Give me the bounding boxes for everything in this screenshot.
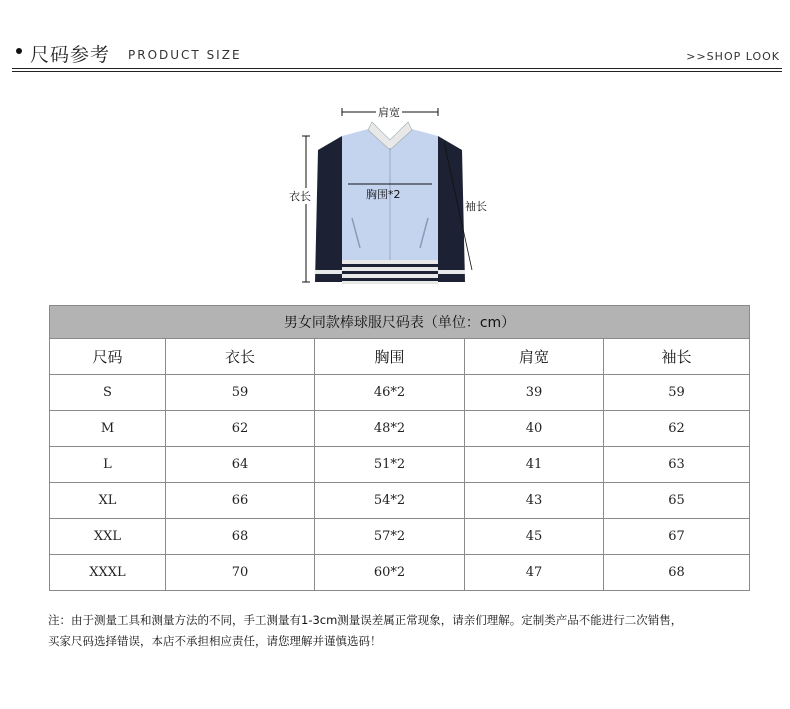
table-header-row xyxy=(50,339,750,375)
jacket-measurement-diagram xyxy=(280,100,510,290)
shop-look-link[interactable]: >>SHOP LOOK xyxy=(686,50,780,63)
table-row xyxy=(50,555,750,591)
table-row xyxy=(50,447,750,483)
cell-size: XXXL xyxy=(50,555,166,591)
cell-size: XXL xyxy=(50,519,166,555)
bullet-dot xyxy=(16,48,22,54)
cell-sleeve: 67 xyxy=(604,519,750,555)
size-chart-table xyxy=(49,305,750,591)
shoulder-label: 肩宽 xyxy=(378,106,400,119)
table-row xyxy=(50,519,750,555)
right-cuff-stripe xyxy=(438,270,465,274)
waistband-stripe xyxy=(342,264,438,267)
cell-size: M xyxy=(50,411,166,447)
chest-label: 胸围*2 xyxy=(366,188,401,201)
cell-shoulder: 45 xyxy=(465,519,604,555)
cell-length: 64 xyxy=(166,447,315,483)
cell-shoulder: 41 xyxy=(465,447,604,483)
cell-shoulder: 43 xyxy=(465,483,604,519)
table-row xyxy=(50,411,750,447)
cell-length: 62 xyxy=(166,411,315,447)
cell-size: L xyxy=(50,447,166,483)
cell-chest: 51*2 xyxy=(315,447,465,483)
table-row xyxy=(50,375,750,411)
waistband-stripe xyxy=(342,271,438,274)
note-line-2: 买家尺码选择错误，本店不承担相应责任，请您理解并谨慎选码！ xyxy=(48,634,382,648)
cell-sleeve: 65 xyxy=(604,483,750,519)
length-label: 衣长 xyxy=(289,190,311,203)
cell-length: 68 xyxy=(166,519,315,555)
divider xyxy=(12,71,782,72)
cell-chest: 60*2 xyxy=(315,555,465,591)
divider xyxy=(12,68,782,69)
cell-chest: 46*2 xyxy=(315,375,465,411)
measurement-note xyxy=(48,610,768,652)
column-header: 袖长 xyxy=(604,339,750,375)
cell-shoulder: 47 xyxy=(465,555,604,591)
cell-sleeve: 63 xyxy=(604,447,750,483)
column-header: 胸围 xyxy=(315,339,465,375)
column-header: 衣长 xyxy=(166,339,315,375)
cell-size: XL xyxy=(50,483,166,519)
section-title: 尺码参考 xyxy=(30,44,111,66)
section-header xyxy=(12,38,782,72)
cell-shoulder: 40 xyxy=(465,411,604,447)
cell-size: S xyxy=(50,375,166,411)
table-caption: 男女同款棒球服尺码表（单位：cm） xyxy=(50,306,750,339)
note-line-1: 注：由于测量工具和测量方法的不同，手工测量有1-3cm测量误差属正常现象，请亲们理解。定制类产品不能进行二次销售， xyxy=(48,613,683,627)
waistband-stripe xyxy=(342,278,438,281)
cell-chest: 48*2 xyxy=(315,411,465,447)
section-subtitle: PRODUCT SIZE xyxy=(128,48,242,62)
cell-length: 59 xyxy=(166,375,315,411)
sleeve-label: 袖长 xyxy=(465,200,487,213)
cell-sleeve: 59 xyxy=(604,375,750,411)
cell-chest: 57*2 xyxy=(315,519,465,555)
left-cuff-stripe xyxy=(315,270,342,274)
cell-length: 66 xyxy=(166,483,315,519)
column-header: 尺码 xyxy=(50,339,166,375)
cell-chest: 54*2 xyxy=(315,483,465,519)
table-row xyxy=(50,483,750,519)
cell-shoulder: 39 xyxy=(465,375,604,411)
cell-sleeve: 68 xyxy=(604,555,750,591)
column-header: 肩宽 xyxy=(465,339,604,375)
table-caption-row xyxy=(50,306,750,339)
cell-length: 70 xyxy=(166,555,315,591)
cell-sleeve: 62 xyxy=(604,411,750,447)
